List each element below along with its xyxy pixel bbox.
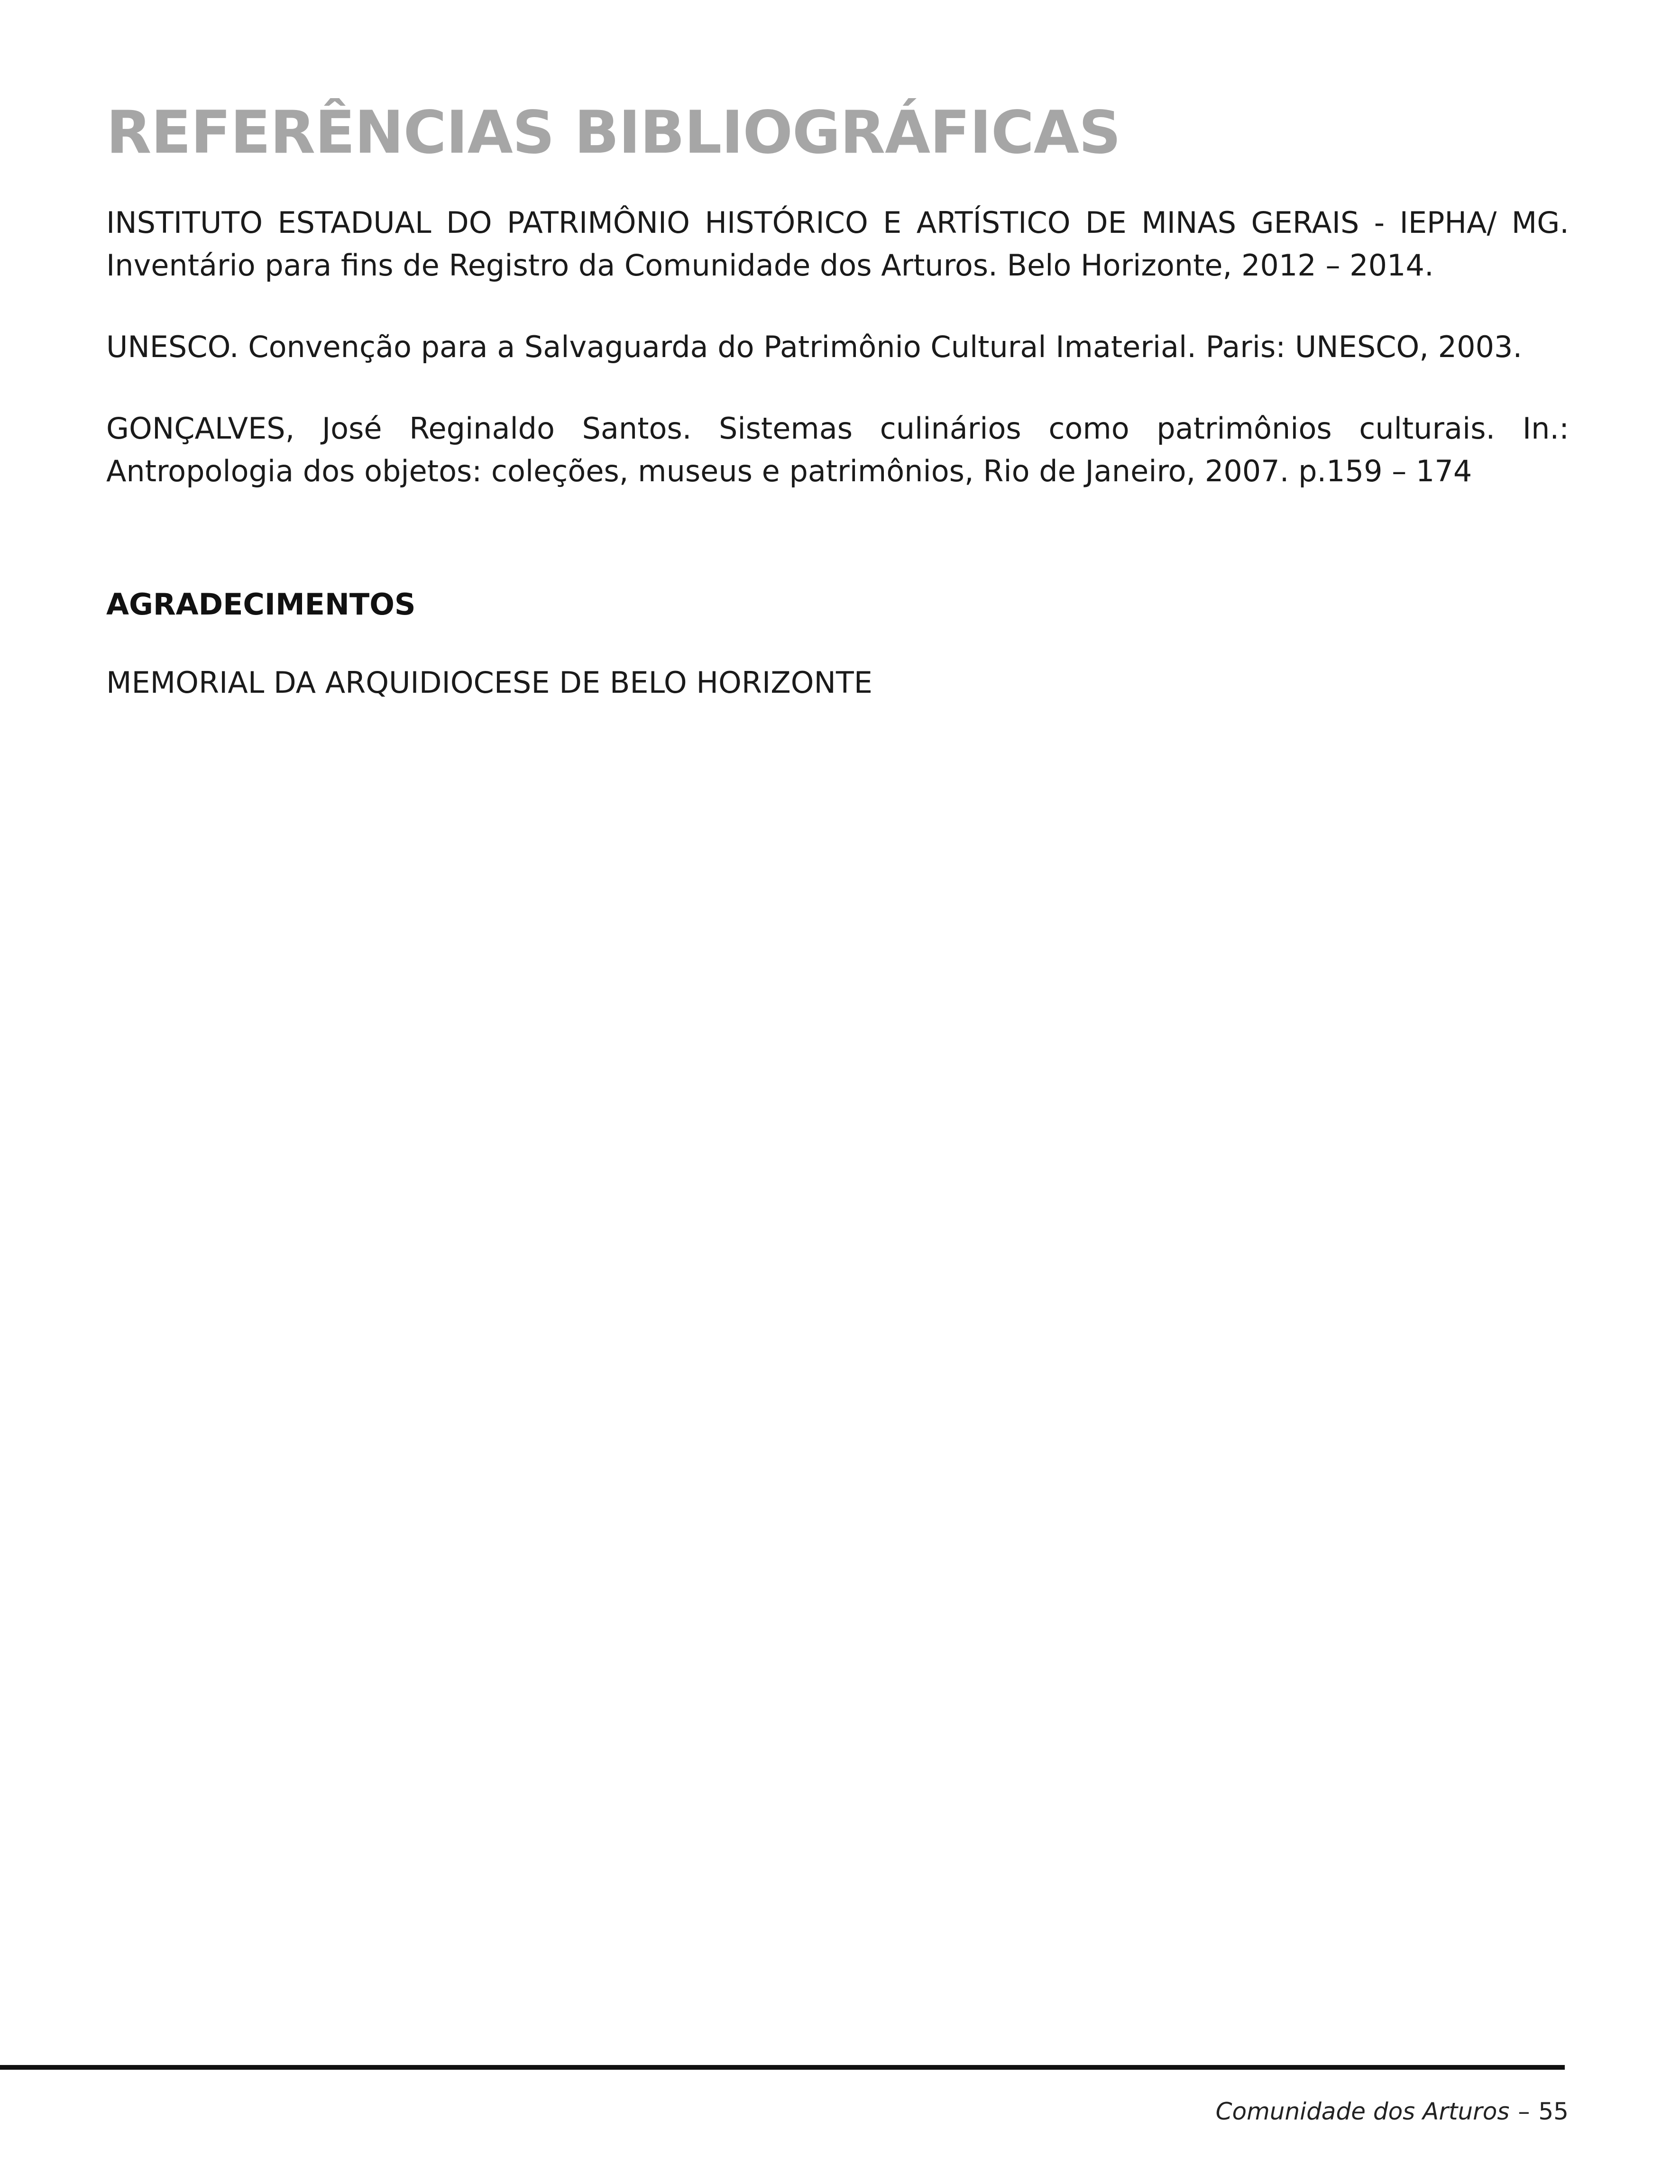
footer-separator: – [1518,2098,1530,2125]
acknowledgements-heading: AGRADECIMENTOS [106,587,416,622]
reference-item: UNESCO. Convenção para a Salvaguarda do Patrimônio Cultural Imaterial. Paris: UNESCO, 2003. [106,330,1523,364]
footer-publication: Comunidade dos Arturos [1215,2098,1510,2125]
reference-item: GONÇALVES, José Reginaldo Santos. Sistemas culinários como patrimônios culturais. In.: Antropologia dos objetos: coleções, museus e patrimônios, Rio de Janeiro, 2007. p.159 – 174 [106,411,1569,488]
references-list [106,202,1569,532]
footer-divider [0,2065,1565,2070]
page-title: REFERÊNCIAS BIBLIOGRÁFICAS [106,99,1121,167]
page-footer [1216,2095,1569,2128]
reference-item: INSTITUTO ESTADUAL DO PATRIMÔNIO HISTÓRICO E ARTÍSTICO DE MINAS GERAIS - IEPHA/ MG. Inventário para fins de Registro da Comunidade dos Arturos. Belo Horizonte, 2012 – 2014. [106,205,1569,283]
acknowledgements-item: MEMORIAL DA ARQUIDIOCESE DE BELO HORIZONTE [106,665,872,700]
page-number: 55 [1538,2098,1569,2125]
